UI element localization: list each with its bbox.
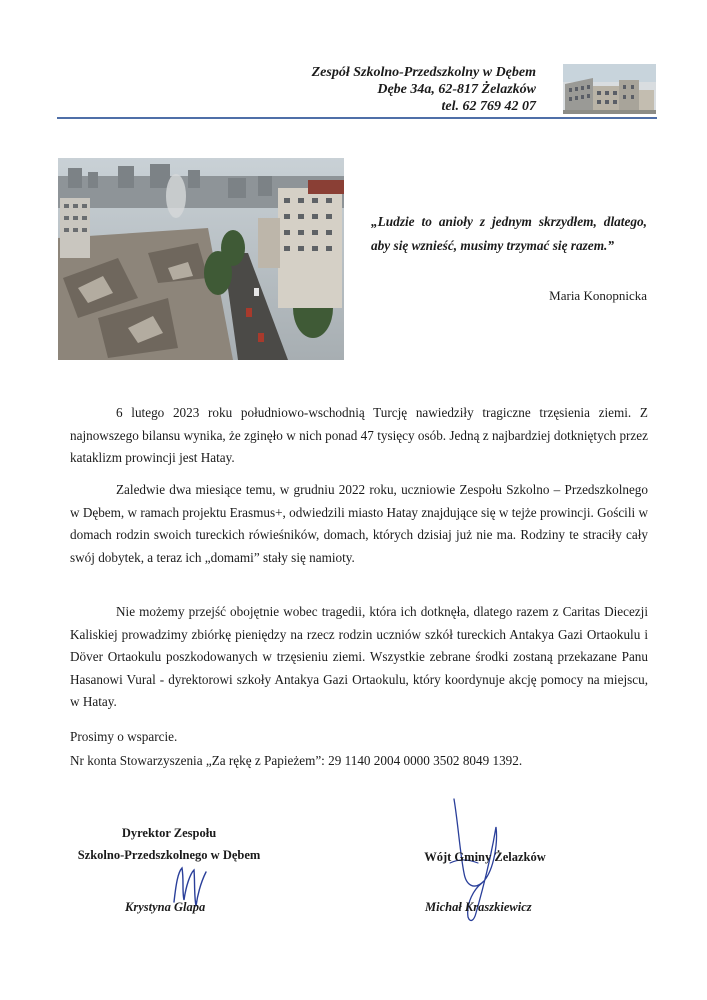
header-divider (57, 117, 657, 119)
bank-account-text: Nr konta Stowarzyszenia „Za rękę z Papieżem”: 29 1140 2004 0000 3502 8049 1392. (70, 753, 523, 768)
mayor-name: Michał Kraszkiewicz (425, 900, 532, 914)
school-phone: tel. 62 769 42 07 (441, 99, 536, 114)
director-title-1: Dyrektor Zespołu (121, 826, 217, 840)
director-name: Krystyna Glapa (125, 900, 206, 914)
letterhead (300, 64, 536, 115)
appeal-text: Prosimy o wsparcie. (70, 729, 178, 744)
school-name: Zespół Szkolno-Przedszkolny w Dębem (311, 65, 536, 80)
paragraph-1: 6 lutego 2023 roku południowo-wschodnią Turcję nawiedziły tragiczne trzęsienia ziemi. Z najnowszego bilansu wynika, że zginęło w nich ponad 47 tysięcy osób. Jedną z najbardziej dotkniętych przez kataklizm prowincji jest Hatay. (70, 405, 648, 465)
director-signature-block (58, 822, 280, 866)
quote-author: Maria Konopnicka (549, 288, 647, 303)
school-building-image (563, 64, 656, 114)
paragraph-2: Zaledwie dwa miesiące temu, w grudniu 2022 roku, uczniowie Zespołu Szkolno – Przedszkolnego w Dębem, w ramach projektu Erasmus+, odwiedzili miasto Hatay znajdujące się w tejże prowincji. Gościli w domach rodzin swoich tureckich rówieśników, domach, których dzisiaj już nie ma. Rodziny te straciły cały swój dobytek, a teraz ich „domami” stały się namioty. (70, 482, 648, 565)
paragraph-3: Nie możemy przejść obojętnie wobec tragedii, która ich dotknęła, dlatego razem z Caritas Diecezji Kaliskiej prowadzimy zbiórkę pieniędzy na rzecz rodzin uczniów szkół tureckich Antakya Gazi Ortaokulu i Döver Ortaokulu poszkodowanych w trzęsieniu ziemi. Wszystkie zebrane środki zostaną przekazane Panu Hasanowi Vural - dyrektorowi szkoły Antakya Gazi Ortaokulu, który koordynuje akcję pomocy na miejscu, w Hatay. (70, 604, 648, 709)
mayor-title: Wójt Gminy Żelazków (424, 850, 546, 864)
earthquake-photo (58, 158, 344, 360)
school-address: Dębe 34a, 62-817 Żelazków (377, 82, 536, 97)
director-title-2: Szkolno-Przedszkolnego w Dębem (77, 848, 261, 862)
quote-text: „Ludzie to anioły z jednym skrzydłem, dlatego, aby się wznieść, musimy trzymać się razem.” (371, 214, 647, 253)
